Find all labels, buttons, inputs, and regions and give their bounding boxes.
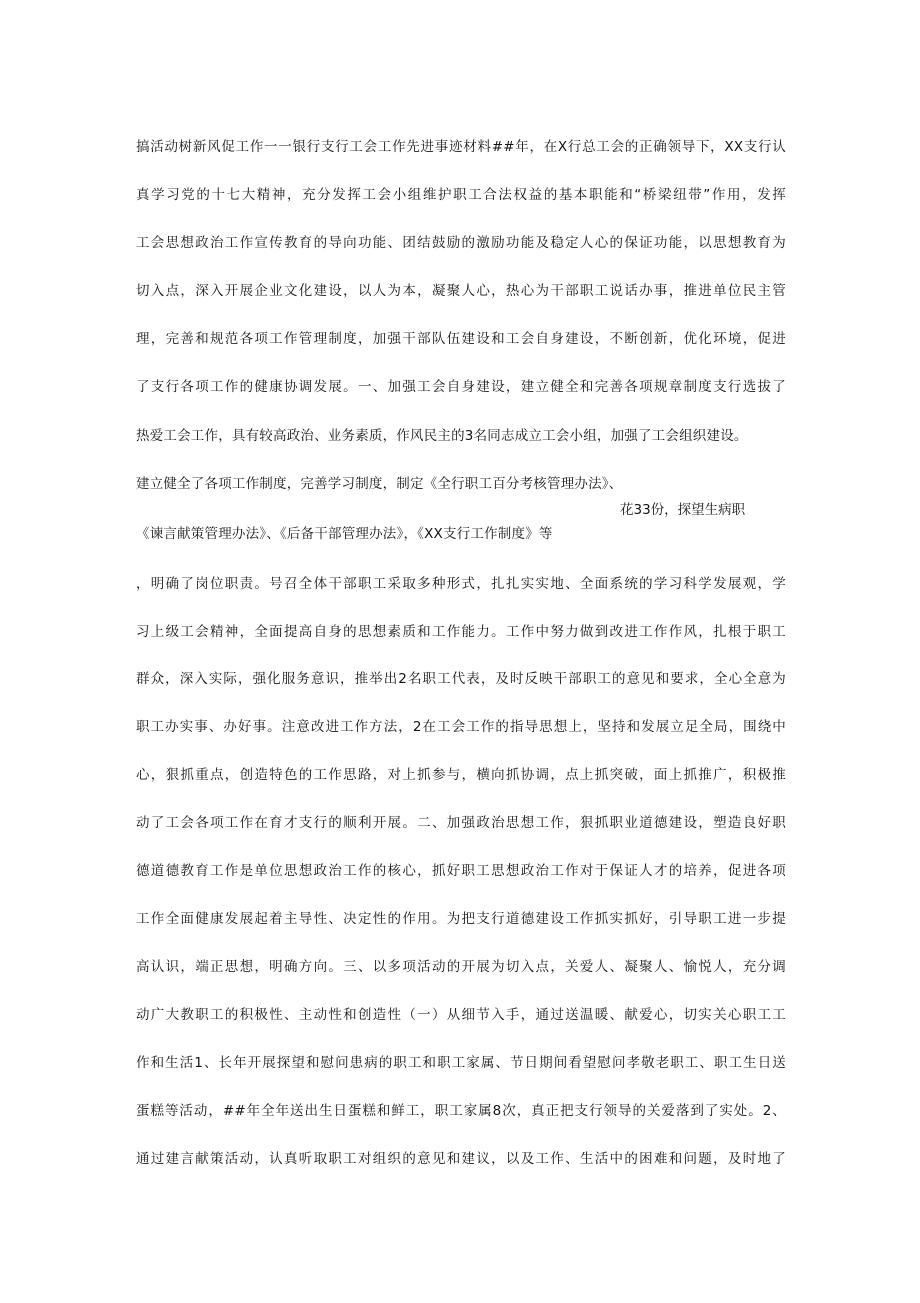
text-line: 习上级工会精神，全面提高自身的思想素质和工作能力。工作中努力做到改进工作作风，扎根于职工 [136,624,786,640]
text-line: 热爱工会工作，具有较高政治、业务素质，作风民主的3名同志成立工会小组，加强了工会组织建设。 [136,428,748,444]
text-line: 搞活动树新风促工作一一银行支行工会工作先进事迹材料##年，在X行总工会的正确领导下，XX支行认 [136,139,786,155]
text-line: 工作全面健康发展起着主导性、决定性的作用。为把支行道德建设工作抓实抓好，引导职工进一步提 [136,911,786,927]
text-line: 动了工会各项工作在育才支行的顺利开展。二、加强政治思想工作，狠抓职业道德建设，塑造良好职 [136,815,786,831]
text-line: 通过建言献策活动，认真听取职工对组织的意见和建议，以及工作、生活中的困难和问题，及时地了 [136,1151,786,1167]
floating-text-fragment: 花33份，探望生病职 [620,502,746,518]
text-line: 高认识，端正思想，明确方向。三、以多项活动的开展为切入点，关爱人、凝聚人、愉悦人，充分调 [136,959,786,975]
text-line: 《谏言献策管理办法》、《后备干部管理办法》，《XX支行工作制度》等 [136,526,553,542]
text-line: 理，完善和规范各项工作管理制度，加强干部队伍建设和工会自身建设，不断创新，优化环境，促进 [136,331,786,347]
text-line: 切入点，深入开展企业文化建设，以人为本，凝聚人心，热心为干部职工说话办事，推进单位民主管 [136,283,786,299]
text-line: ，明确了岗位职责。号召全体干部职工采取多种形式，扎扎实实地、全面系统的学习科学发展观，学 [136,576,786,592]
text-line: 蛋糕等活动，##年全年送出生日蛋糕和鲜工，职工家属8次，真正把支行领导的关爱落到了实处。2、 [136,1103,786,1119]
text-line: 群众，深入实际，强化服务意识，推举出2名职工代表，及时反映干部职工的意见和要求，全心全意为 [136,671,786,687]
text-line: 建立健全了各项工作制度，完善学习制度，制定《全行职工百分考核管理办法》、 [136,476,623,492]
text-line: 真学习党的十七大精神，充分发挥工会小组维护职工合法权益的基本职能和“桥梁纽带”作用，发挥 [136,187,786,203]
text-line: 了支行各项工作的健康协调发展。一、加强工会自身建设，建立健全和完善各项规章制度支行选拔了 [136,379,786,395]
text-line: 职工办实事、办好事。注意改进工作方法，2在工会工作的指导思想上，坚持和发展立足全局，围绕中 [136,719,786,735]
text-line: 工会思想政治工作宣传教育的导向功能、团结鼓励的激励功能及稳定人心的保证功能，以思想教育为 [136,235,786,251]
text-line: 德道德教育工作是单位思想政治工作的核心，抓好职工思想政治工作对于保证人才的培养，促进各项 [136,863,786,879]
text-line: 作和生活1、长年开展探望和慰问患病的职工和职工家属、节日期间看望慰问孝敬老职工、职工生日送 [136,1055,786,1071]
text-line: 心，狠抓重点，创造特色的工作思路，对上抓参与，横向抓协调，点上抓突破，面上抓推广，积极推 [136,767,786,783]
text-line: 动广大教职工的积极性、主动性和创造性（一）从细节入手，通过送温暖、献爱心，切实关心职工工 [136,1007,786,1023]
